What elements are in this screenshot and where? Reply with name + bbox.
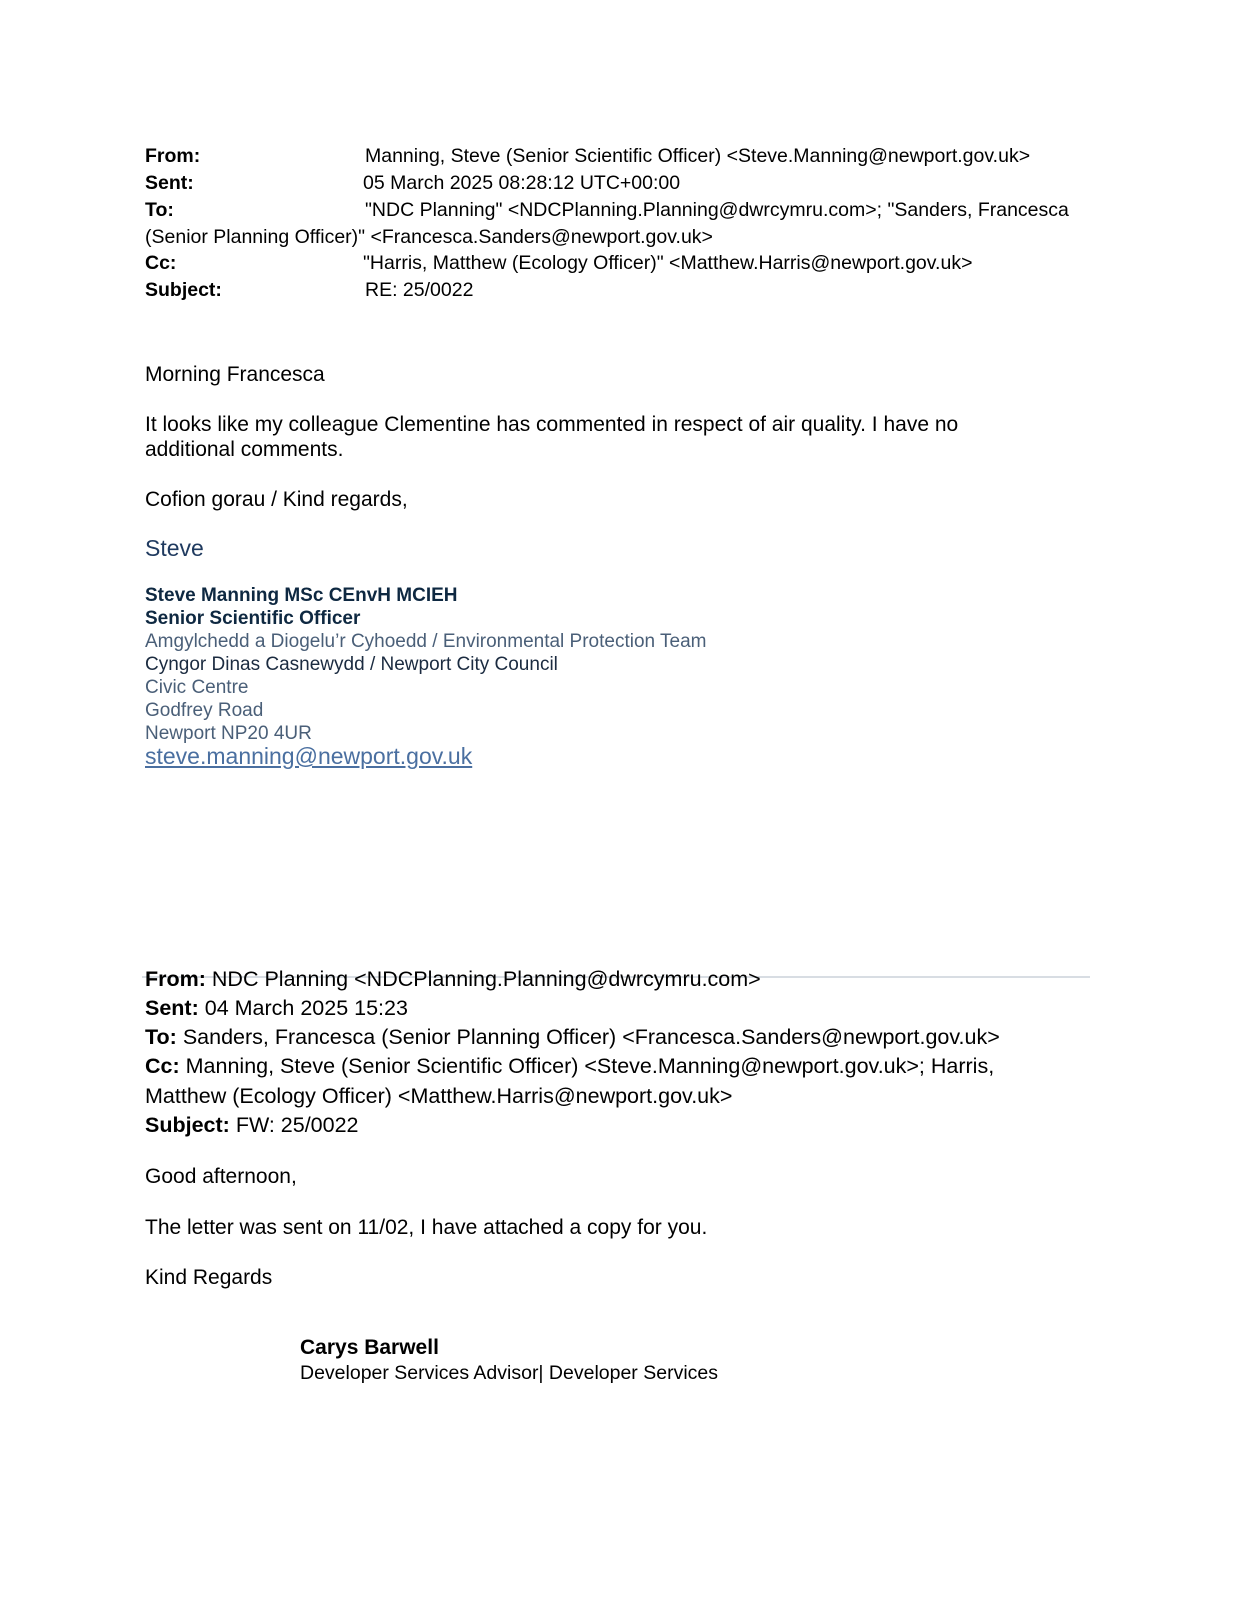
email1-greeting: Morning Francesca <box>145 363 325 386</box>
from-value: Manning, Steve (Senior Scientific Officer) <Steve.Manning@newport.gov.uk> <box>365 145 1031 167</box>
email2-greeting: Good afternoon, <box>145 1165 297 1188</box>
cc-label: Cc: <box>145 1054 180 1078</box>
email1-body: It looks like my colleague Clementine has commented in respect of air quality. I have no additional comments. <box>145 413 959 461</box>
email1-signoff: Cofion gorau / Kind regards, <box>145 488 408 511</box>
signature1-title: Senior Scientific Officer <box>145 608 361 629</box>
sent-label: Sent: <box>145 996 199 1020</box>
signature1-email-link[interactable]: steve.manning@newport.gov.uk <box>145 743 473 769</box>
email2-signoff: Kind Regards <box>145 1266 273 1289</box>
signature2-name: Carys Barwell <box>300 1336 439 1359</box>
cc-value: "Harris, Matthew (Ecology Officer)" <Matthew.Harris@newport.gov.uk> <box>363 252 973 274</box>
signature1-council: Cyngor Dinas Casnewydd / Newport City Council <box>145 654 558 675</box>
signature1-name: Steve Manning MSc CEnvH MCIEH <box>145 585 458 606</box>
email2-sent-row <box>145 993 1065 1023</box>
subject-value: FW: 25/0022 <box>235 1113 359 1137</box>
subject-label: Subject: <box>145 279 222 301</box>
signature1-address-line2: Godfrey Road <box>145 700 264 721</box>
subject-value: RE: 25/0022 <box>365 279 474 301</box>
email2-body: The letter was sent on 11/02, I have attached a copy for you. <box>145 1216 708 1239</box>
email2-to-row <box>145 1022 1065 1052</box>
signature1-team: Amgylchedd a Diogelu’r Cyhoedd / Environmental Protection Team <box>145 631 707 652</box>
cc-label: Cc: <box>145 252 177 274</box>
sent-value: 05 March 2025 08:28:12 UTC+00:00 <box>363 172 681 194</box>
to-label: To: <box>145 1025 177 1049</box>
email2-from-row <box>145 964 1065 994</box>
email1-first-name: Steve <box>145 535 204 561</box>
email1-to-row <box>145 197 1095 251</box>
to-value: "NDC Planning" <NDCPlanning.Planning@dwrcymru.com>; "Sanders, Francesca (Senior Planning Officer)" <Francesca.Sanders@newport.gov.uk> <box>145 199 1069 248</box>
email2-cc-row <box>145 1051 1065 1111</box>
subject-label: Subject: <box>145 1113 230 1137</box>
signature2-title: Developer Services Advisor| Developer Services <box>300 1362 718 1384</box>
signature1-address-line1: Civic Centre <box>145 677 249 698</box>
from-label: From: <box>145 967 206 991</box>
sent-value: 04 March 2025 15:23 <box>204 996 408 1020</box>
to-label: To: <box>145 199 174 221</box>
from-value: NDC Planning <NDCPlanning.Planning@dwrcymru.com> <box>211 967 761 991</box>
to-value: Sanders, Francesca (Senior Planning Officer) <Francesca.Sanders@newport.gov.uk> <box>182 1025 1000 1049</box>
email2-subject-row <box>145 1110 1065 1140</box>
signature1-address-line3: Newport NP20 4UR <box>145 723 312 744</box>
cc-value: Manning, Steve (Senior Scientific Officer) <Steve.Manning@newport.gov.uk>; Harris, Matthew (Ecology Officer) <Matthew.Harris@newport.gov.uk> <box>145 1054 995 1108</box>
sent-label: Sent: <box>145 172 194 194</box>
from-label: From: <box>145 145 201 167</box>
